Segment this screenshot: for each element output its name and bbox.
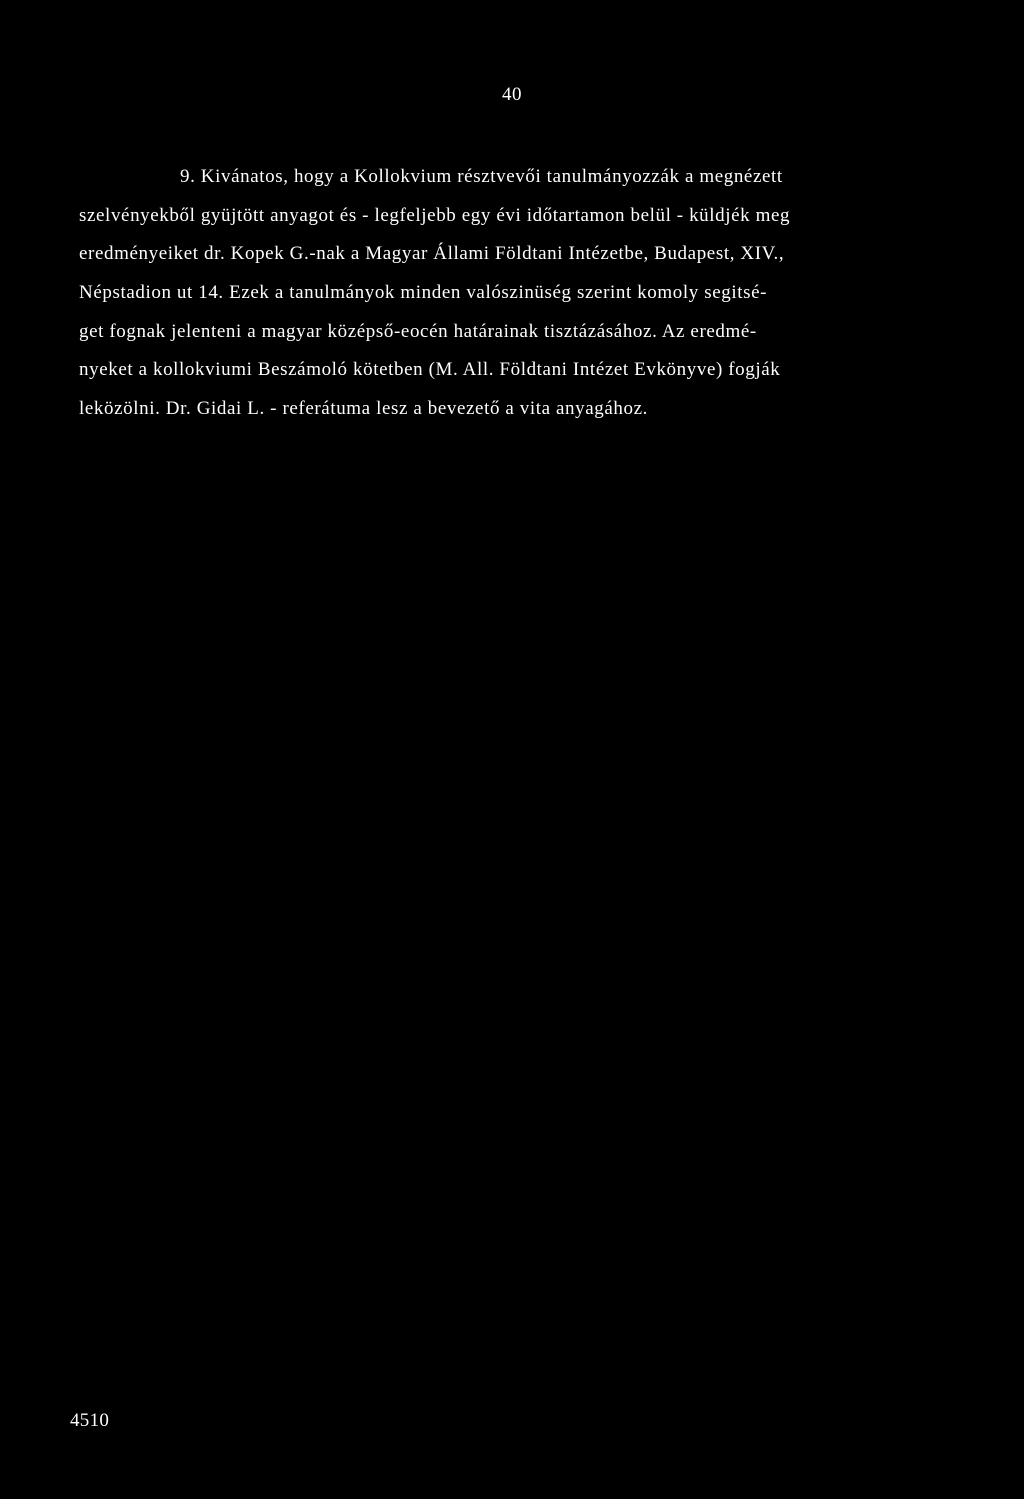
footer-document-code: 4510 [70,1410,110,1431]
paragraph-line-2: szelvényekből gyüjtött anyagot és - legfeljebb egy évi időtartamon belül - küldjék meg [79,204,791,226]
paragraph-line-1: 9. Kivánatos, hogy a Kollokvium résztvevői tanulmányozzák a megnézett [180,166,783,187]
paragraph-line-5: get fognak jelenteni a magyar középső-eocén határainak tisztázásához. Az eredmé- [79,320,757,342]
paragraph-line-7: leközölni. Dr. Gidai L. - referátuma lesz a bevezető a vita anyagához. [79,398,649,420]
body-paragraph [79,158,959,429]
page-number: 40 [502,84,522,105]
paragraph-line-4: Népstadion ut 14. Ezek a tanulmányok minden valószinüség szerint komoly segitsé- [79,282,768,304]
paragraph-line-3: eredményeiket dr. Kopek G.-nak a Magyar Állami Földtani Intézetbe, Budapest, XIV., [79,243,785,265]
paragraph-line-6: nyeket a kollokviumi Beszámoló kötetben (M. All. Földtani Intézet Evkönyve) fogják [79,359,781,381]
